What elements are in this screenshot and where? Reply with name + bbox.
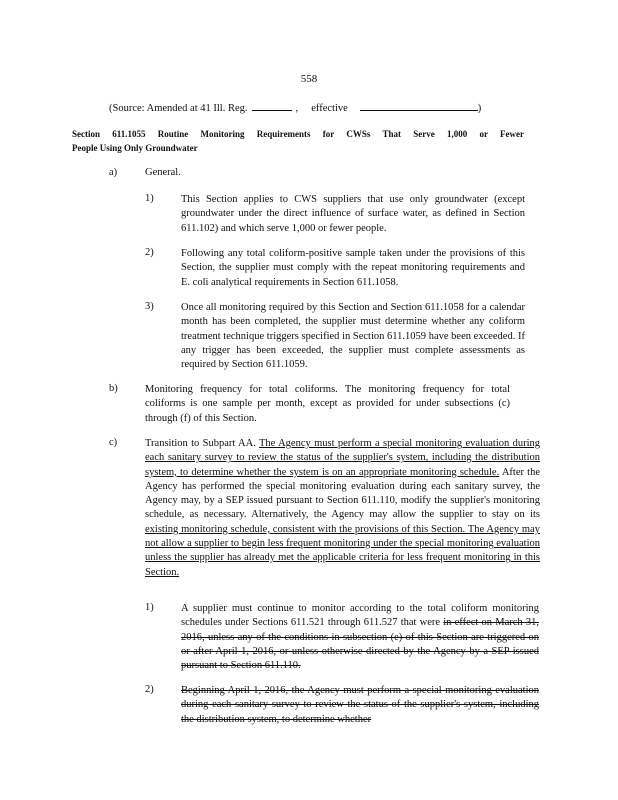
- subsection-c-intro: Transition to Subpart AA.: [145, 438, 260, 449]
- source-note: (Source: Amended at 41 Ill. Reg. , effective ): [109, 103, 482, 114]
- item-c1-text: [181, 602, 539, 673]
- volume-blank: [252, 101, 292, 111]
- subsection-c-plain-text: After the Agency has performed the special monitoring evaluation during each sanitary survey, the Agency may, by a SEP issued pursuant to Section 611.110, modify the supplier's monitoring schedule, as necessary. Alternatively, the Agency may allow the supplier to stay on its: [145, 466, 541, 521]
- subsection-b-label: b): [109, 383, 118, 394]
- subsection-a-label: a): [109, 167, 118, 178]
- source-text: (Source: Amended at 41 Ill. Reg.: [109, 103, 248, 114]
- item-c1-plain: A supplier must continue to monitor according to the total coliform monitoring schedules under Sections 611.521 through 611.527 that were: [181, 603, 539, 629]
- item-a2-text: Following any total coliform-positive sample taken under the provisions of this Section, the supplier must comply with the repeat monitoring requirements and E. coli analytical requirements in Section 611.1058.: [181, 248, 525, 288]
- item-c2-label: 2): [145, 684, 154, 695]
- section-heading-line1: Section 611.1055 Routine Monitoring Requirements for CWSs That Serve 1,000 or Fewer: [72, 129, 524, 139]
- subsection-c-inserted-text-1: The Agency must perform a special monitoring evaluation during each sanitary survey to review the status of the supplier's system, including the distribution system, to determine whether the system is on an appropriate monitoring schedule.: [145, 438, 540, 478]
- item-a1-text: This Section applies to CWS suppliers that use only groundwater (except groundwater under the direct influence of surface water, as defined in Section 611.102) and which serve 1,000 or fewer people.: [181, 194, 525, 234]
- subsection-a-title: General.: [145, 167, 181, 178]
- page-number: 558: [300, 73, 318, 85]
- source-effective: effective: [311, 103, 348, 114]
- item-c2-deleted-text: Beginning April 1, 2016, the Agency must perform a special monitoring evaluation during each sanitary survey to review the status of the supplier's system, including the distribution system, to determine whether: [181, 685, 539, 725]
- subsection-c-text: [145, 437, 540, 580]
- item-c1-label: 1): [145, 602, 154, 613]
- effective-date-blank: [360, 101, 478, 111]
- item-a1-label: 1): [145, 193, 154, 204]
- item-a3-text: Once all monitoring required by this Section and Section 611.1058 for a calendar month has been completed, the supplier must determine whether any coliform treatment technique triggers specified in Section 611.1059 have been exceeded. If any trigger has been exceeded, the supplier must complete assessments as required by Section 611.1059.: [181, 302, 525, 371]
- subsection-c-label: c): [109, 437, 118, 448]
- item-c2-text: [181, 684, 539, 727]
- item-a3-label: 3): [145, 301, 154, 312]
- source-close: ): [477, 103, 482, 114]
- item-a2-label: 2): [145, 247, 154, 258]
- section-heading-line2: People Using Only Groundwater: [72, 143, 198, 153]
- subsection-b-text: Monitoring frequency for total coliforms. The monitoring frequency for total coliforms is one sample per month, except as provided for under subsections (c) through (f) of this Section.: [145, 384, 510, 424]
- item-c1-deleted-text: in effect on March 31, 2016, unless any of the conditions in subsection (e) of this Section are triggered on or after April 1, 2016, or unless otherwise directed by the Agency by a SEP issued pursuant to Section 611.110.: [181, 617, 539, 672]
- subsection-c-inserted-text-2: existing monitoring schedule, consistent with the provisions of this Section. The Agency may not allow a supplier to begin less frequent monitoring under the special monitoring evaluation unless the supplier has already met the applicable criteria for less frequent monitoring in this Section.: [145, 523, 540, 578]
